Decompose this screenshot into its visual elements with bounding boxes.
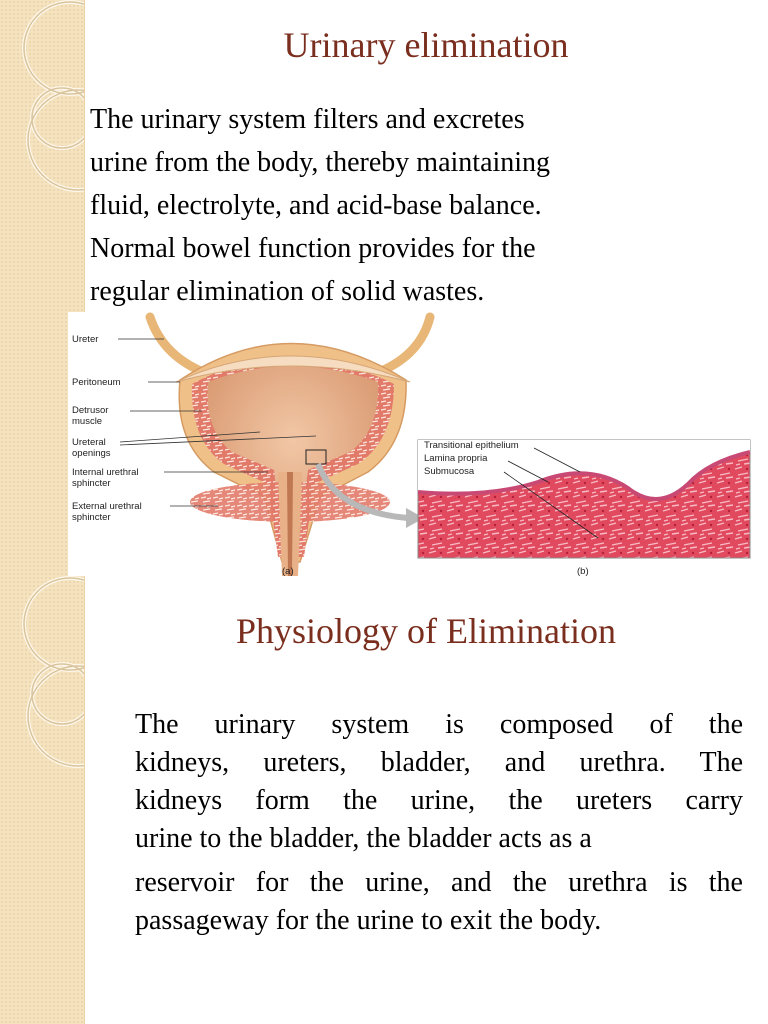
label-ureteral: Ureteral [72,437,106,448]
paragraph-line: kidneys, ureters, bladder, and urethra. The [135,747,743,778]
decorative-rings [0,576,84,1024]
label-detrusor-2: muscle [72,416,103,427]
label-lamina-propria: Lamina propria [424,453,488,464]
label-external-sphincter-2: sphincter [72,512,111,523]
label-submucosa: Submucosa [424,466,475,477]
paragraph-line: The urinary system is composed of the [135,709,743,740]
label-transitional-epithelium: Transitional epithelium [424,440,519,451]
bladder-anatomy-figure [68,312,752,576]
paragraph-line: kidneys form the urine, the ureters carry [135,785,743,816]
caption-a: (a) [282,566,294,576]
intro-paragraph [90,98,730,313]
paragraph-line: fluid, electrolyte, and acid-base balance. [90,190,542,221]
bladder-diagram [68,312,752,576]
paragraph-line: The urinary system filters and excretes [90,104,525,135]
decorative-side-strip [0,576,85,1024]
paragraph-line: regular elimination of solid wastes. [90,276,485,307]
label-internal-sphincter-2: sphincter [72,478,111,489]
slide-physiology-of-elimination [0,576,768,1024]
slide-title: Urinary elimination [283,25,569,65]
paragraph-line: Normal bowel function provides for the [90,233,536,264]
label-ureter: Ureter [72,334,99,345]
slide-title: Physiology of Elimination [235,611,616,651]
label-internal-sphincter: Internal urethral [72,467,139,478]
paragraph-line: passageway for the urine to exit the body. [135,905,602,936]
right-ureter [374,317,430,374]
paragraph-line: urine from the body, thereby maintaining [90,147,551,178]
caption-b: (b) [577,566,589,576]
physiology-paragraph [135,706,743,940]
label-peritoneum: Peritoneum [72,377,121,388]
label-detrusor: Detrusor [72,405,109,416]
paragraph-line: urine to the bladder, the bladder acts as a [135,823,592,854]
left-ureter [150,317,208,374]
label-ureteral-2: openings [72,448,111,459]
label-external-sphincter: External urethral [72,501,142,512]
paragraph-line: reservoir for the urine, and the urethra is the [135,867,743,898]
